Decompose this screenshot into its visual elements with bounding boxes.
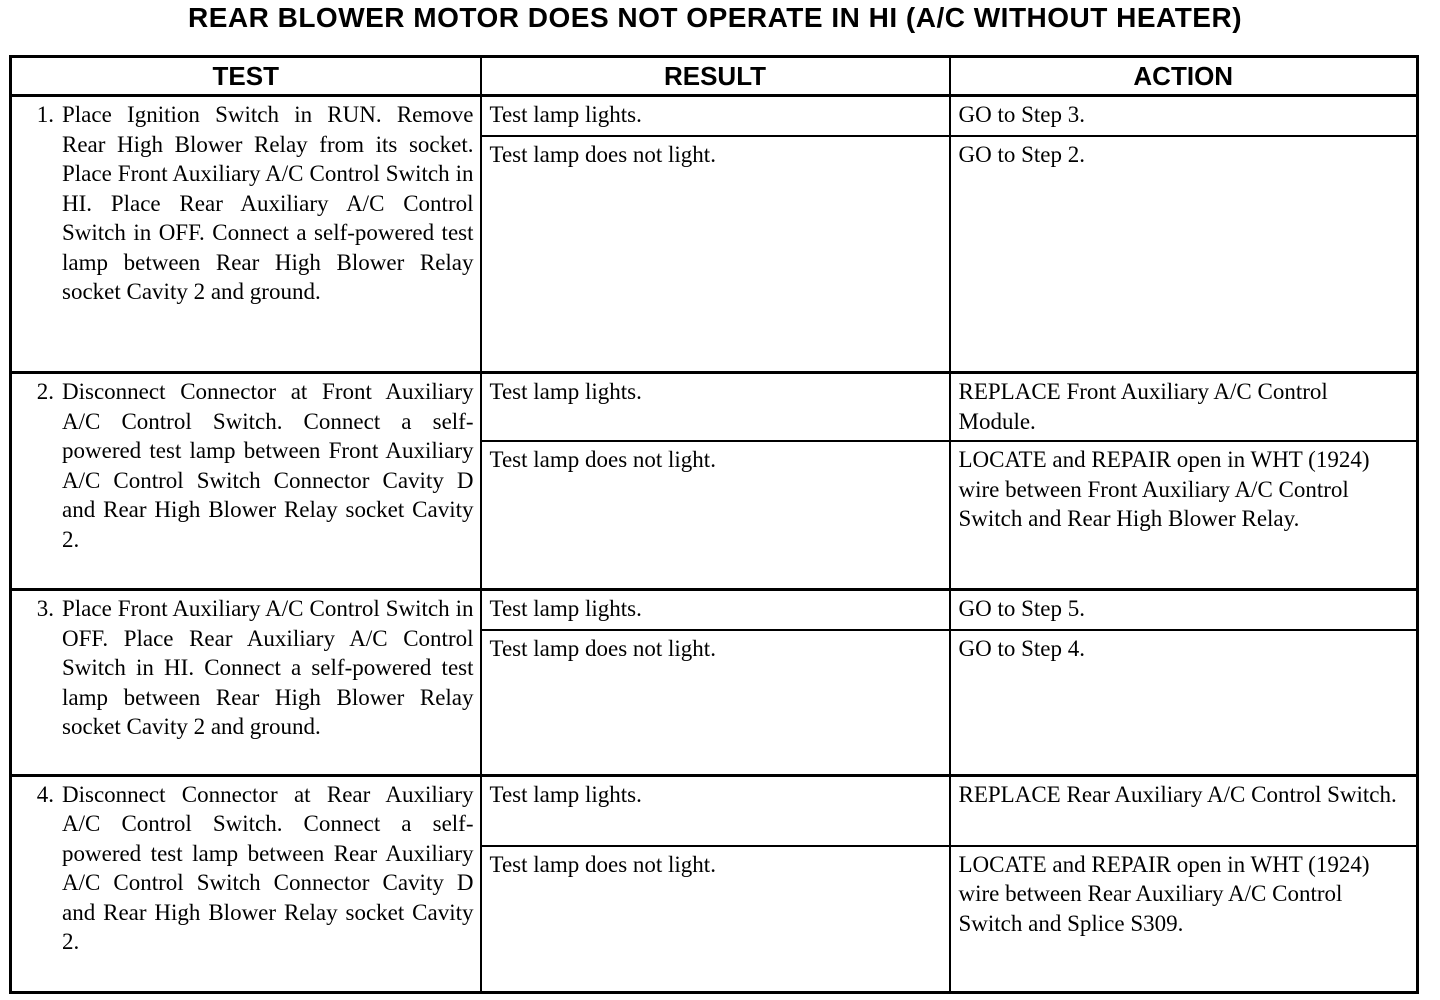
table-row	[11, 373, 1418, 441]
result-cell: Test lamp does not light.	[481, 630, 950, 776]
test-step-1	[11, 96, 481, 373]
action-cell: GO to Step 4.	[950, 630, 1418, 776]
result-column-header: RESULT	[481, 57, 950, 96]
result-cell: Test lamp does not light.	[481, 846, 950, 993]
table-row	[11, 775, 1418, 845]
test-step-2	[11, 373, 481, 590]
action-cell: GO to Step 5.	[950, 590, 1418, 630]
test-description: Place Front Auxiliary A/C Control Switch in OFF. Place Rear Auxiliary A/C Control Switch in HI. Connect a self-powered test lamp between Rear High Blower Relay socket Cavity 2 and ground.	[62, 596, 474, 740]
result-cell: Test lamp does not light.	[481, 441, 950, 590]
action-cell: REPLACE Front Auxiliary A/C Control Module.	[950, 373, 1418, 441]
action-cell: REPLACE Rear Auxiliary A/C Control Switch.	[950, 775, 1418, 845]
header-row	[11, 57, 1418, 96]
page-title: REAR BLOWER MOTOR DOES NOT OPERATE IN HI (A/C WITHOUT HEATER)	[187, 2, 1243, 33]
test-column-header: TEST	[11, 57, 481, 96]
diagnostic-table	[9, 55, 1419, 994]
result-cell: Test lamp lights.	[481, 373, 950, 441]
action-cell: LOCATE and REPAIR open in WHT (1924) wire between Front Auxiliary A/C Control Switch and Rear High Blower Relay.	[950, 441, 1418, 590]
test-description: Disconnect Connector at Rear Auxiliary A/C Control Switch. Connect a self-powered test lamp between Rear Auxiliary A/C Control Switch Connector Cavity D and Rear High Blower Relay socket Cavity 2.	[62, 781, 474, 955]
step-number: 4.	[36, 781, 54, 807]
test-description: Place Ignition Switch in RUN. Remove Rear High Blower Relay from its socket. Place Front Auxiliary A/C Control Switch in HI. Place Rear Auxiliary A/C Control Switch in OFF. Connect a self-powered test lamp between Rear High Blower Relay socket Cavity 2 and ground.	[62, 102, 474, 304]
table-row	[11, 96, 1418, 136]
step-number: 2.	[36, 379, 54, 405]
test-step-3	[11, 590, 481, 776]
result-cell: Test lamp lights.	[481, 96, 950, 136]
step-number: 3.	[36, 596, 54, 622]
result-cell: Test lamp does not light.	[481, 136, 950, 373]
action-cell: GO to Step 3.	[950, 96, 1418, 136]
test-description: Disconnect Connector at Front Auxiliary A/C Control Switch. Connect a self-powered test lamp between Front Auxiliary A/C Control Switch Connector Cavity D and Rear High Blower Relay socket Cavity 2.	[62, 379, 474, 552]
step-number: 1.	[36, 102, 54, 127]
table-row	[11, 590, 1418, 630]
test-step-4	[11, 775, 481, 992]
result-cell: Test lamp lights.	[481, 775, 950, 845]
action-cell: GO to Step 2.	[950, 136, 1418, 373]
action-cell: LOCATE and REPAIR open in WHT (1924) wire between Rear Auxiliary A/C Control Switch and Splice S309.	[950, 846, 1418, 993]
action-column-header: ACTION	[950, 57, 1418, 96]
result-cell: Test lamp lights.	[481, 590, 950, 630]
